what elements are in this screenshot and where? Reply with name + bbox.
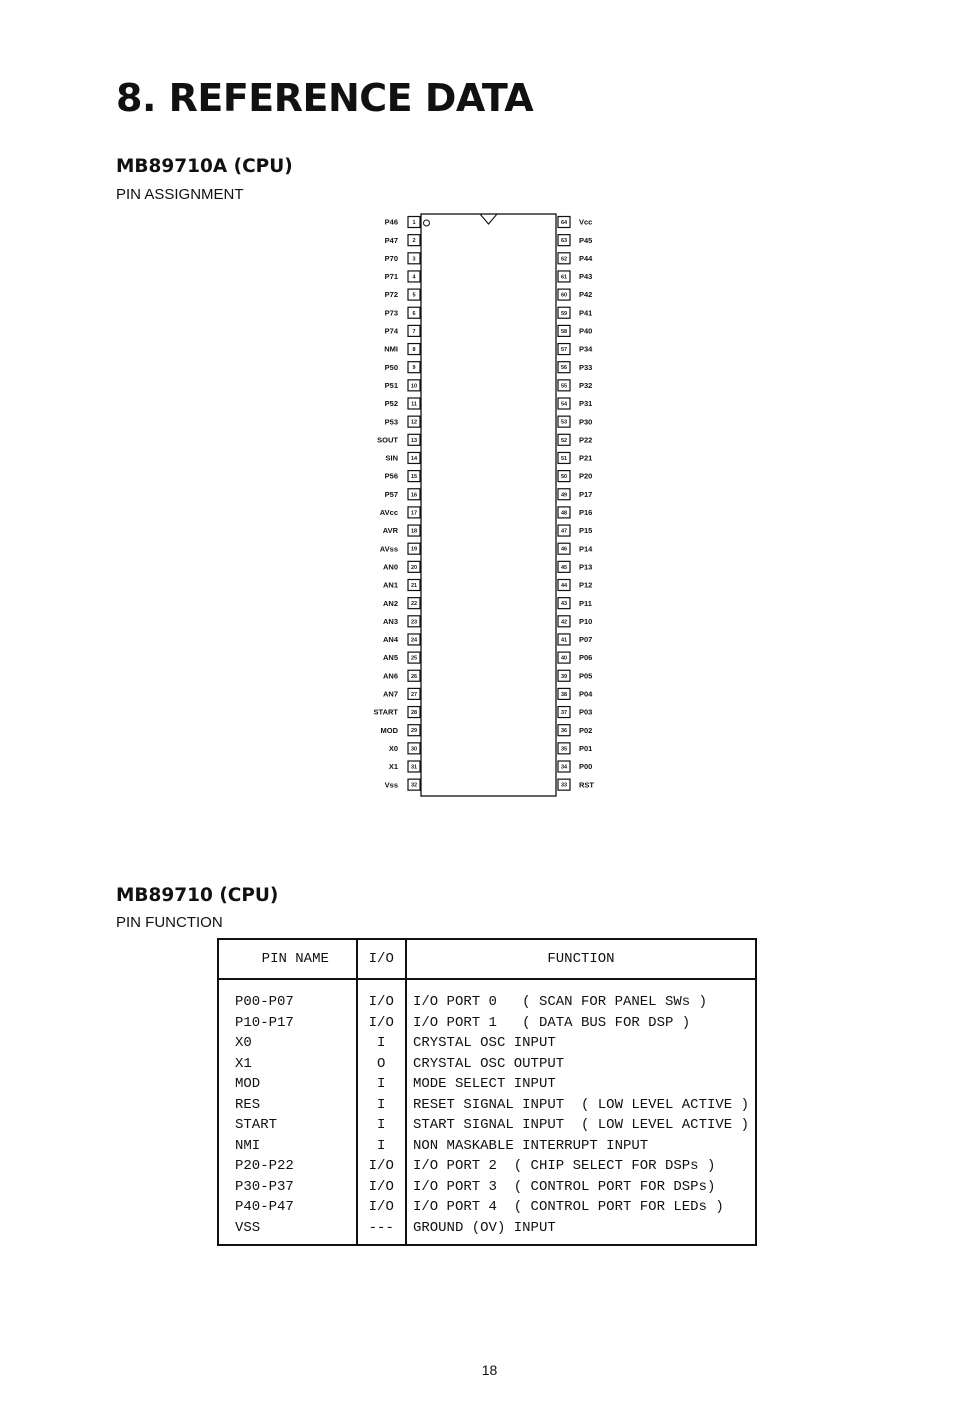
pin-number: 25 bbox=[410, 655, 418, 662]
right-pin bbox=[558, 380, 592, 391]
left-pin bbox=[385, 253, 420, 264]
left-pin bbox=[385, 325, 420, 336]
pin-label: P57 bbox=[384, 489, 398, 499]
pin-number: 33 bbox=[560, 782, 568, 789]
pin-number: 35 bbox=[560, 746, 568, 753]
pin-number: 60 bbox=[560, 292, 568, 299]
left-pin bbox=[381, 725, 421, 736]
left-pin bbox=[384, 344, 420, 355]
pin-label: P74 bbox=[384, 326, 398, 336]
right-pin bbox=[558, 344, 593, 355]
table-row bbox=[218, 1095, 756, 1116]
pin-label: P41 bbox=[579, 308, 593, 318]
pin-number: 4 bbox=[412, 274, 416, 281]
pin-number: 53 bbox=[560, 419, 568, 426]
pin-number: 52 bbox=[560, 437, 568, 444]
table-row bbox=[218, 979, 756, 1013]
cell-pin-name: VSS bbox=[218, 1218, 357, 1246]
pin-label: P01 bbox=[579, 743, 593, 753]
left-pin bbox=[385, 235, 420, 246]
left-pin bbox=[374, 707, 420, 718]
pin-label: AVcc bbox=[379, 508, 398, 517]
pin-number: 50 bbox=[560, 474, 568, 481]
pin-number: 23 bbox=[410, 619, 418, 626]
pin-label: Vcc bbox=[579, 217, 593, 227]
left-pin bbox=[377, 434, 420, 445]
pin-number: 17 bbox=[410, 510, 418, 517]
pin-label: MOD bbox=[380, 725, 398, 735]
pin-label: P05 bbox=[579, 671, 593, 681]
pin-label: AN3 bbox=[382, 616, 398, 626]
pin-label: P72 bbox=[384, 290, 398, 300]
right-pin bbox=[558, 725, 592, 736]
right-pin bbox=[558, 688, 593, 699]
left-pin bbox=[383, 561, 420, 572]
cell-pin-name: X0 bbox=[218, 1033, 357, 1054]
pin-label: P52 bbox=[384, 399, 398, 409]
pin-number: 16 bbox=[410, 492, 418, 499]
pin-number: 36 bbox=[560, 728, 568, 735]
left-pin bbox=[383, 580, 420, 591]
pin-number: 10 bbox=[410, 383, 418, 390]
pin-label: P56 bbox=[384, 471, 398, 481]
pin-label: NMI bbox=[384, 344, 398, 354]
pin-number: 59 bbox=[560, 310, 568, 317]
pin-label: P03 bbox=[579, 707, 593, 717]
cell-io: I bbox=[357, 1074, 406, 1095]
pin-number: 46 bbox=[560, 546, 568, 553]
pin-number: 31 bbox=[410, 764, 418, 771]
left-pin bbox=[385, 452, 420, 463]
right-pin bbox=[558, 289, 592, 300]
pin-number: 57 bbox=[560, 347, 568, 354]
pin-function-heading: MB89710 (CPU) bbox=[116, 885, 279, 906]
right-pin bbox=[558, 434, 592, 445]
pin-label: X0 bbox=[388, 743, 398, 753]
cell-function: CRYSTAL OSC OUTPUT bbox=[412, 1055, 565, 1072]
pin-label: P17 bbox=[579, 489, 593, 499]
cell-pin-name: P00-P07 bbox=[218, 979, 357, 1013]
pin-number: 12 bbox=[410, 419, 418, 426]
left-pin bbox=[389, 761, 420, 772]
right-pin bbox=[558, 634, 592, 645]
pin-number: 27 bbox=[410, 691, 418, 698]
right-pin bbox=[558, 779, 594, 790]
pin-number: 40 bbox=[560, 655, 568, 662]
pin-label: SOUT bbox=[377, 435, 398, 445]
table-row bbox=[218, 1033, 756, 1054]
pin-number: 11 bbox=[411, 401, 417, 408]
cell-function: I/O PORT 1 ( DATA BUS FOR DSP ) bbox=[412, 1014, 691, 1031]
right-pin bbox=[558, 761, 592, 772]
right-pin bbox=[558, 543, 593, 554]
pin-number: 47 bbox=[560, 528, 568, 535]
pin-number: 61 bbox=[560, 274, 568, 281]
cell-pin-name: X1 bbox=[218, 1054, 357, 1075]
pin-number: 32 bbox=[410, 782, 418, 789]
pin-label: P22 bbox=[579, 435, 593, 445]
cell-function: GROUND (OV) INPUT bbox=[412, 1219, 556, 1236]
left-pin bbox=[385, 271, 420, 282]
right-pin bbox=[558, 525, 592, 536]
pin-label: AN4 bbox=[382, 635, 398, 645]
pin-label: P40 bbox=[579, 326, 593, 336]
pin-number: 64 bbox=[560, 220, 568, 226]
pin-label: P50 bbox=[384, 362, 398, 372]
pin-label: P33 bbox=[579, 362, 593, 372]
table-row bbox=[218, 1177, 756, 1198]
cell-pin-name: NMI bbox=[218, 1136, 357, 1157]
pin-label: P71 bbox=[384, 272, 398, 282]
pin-label: SIN bbox=[385, 453, 398, 463]
pin-number: 9 bbox=[412, 365, 416, 372]
right-pin bbox=[558, 217, 592, 228]
pin-number: 15 bbox=[410, 474, 418, 481]
pin-number: 6 bbox=[412, 310, 416, 317]
header-io: I/O bbox=[357, 939, 406, 979]
cell-function: START SIGNAL INPUT ( LOW LEVEL ACTIVE ) bbox=[412, 1117, 749, 1133]
left-pin bbox=[383, 634, 420, 645]
right-pin bbox=[558, 489, 592, 500]
pin-number: 55 bbox=[560, 383, 568, 390]
pin-label: P20 bbox=[579, 471, 593, 481]
cell-function: MODE SELECT INPUT bbox=[412, 1076, 556, 1092]
table-row bbox=[218, 1115, 756, 1136]
pin-label: AN5 bbox=[382, 653, 398, 663]
pin-number: 3 bbox=[412, 256, 416, 263]
cell-io: I bbox=[357, 1115, 406, 1136]
cell-pin-name: MOD bbox=[218, 1074, 357, 1095]
pin-assignment-heading: MB89710A (CPU) bbox=[116, 156, 293, 177]
left-pin bbox=[383, 670, 420, 681]
right-pin bbox=[558, 471, 592, 482]
left-pin bbox=[385, 489, 420, 500]
cell-io: I/O bbox=[357, 1197, 406, 1218]
header-function: FUNCTION bbox=[406, 939, 756, 979]
pin-label: P45 bbox=[579, 235, 593, 245]
pin-label: Vss bbox=[384, 780, 398, 790]
left-pin bbox=[385, 398, 420, 409]
table-row bbox=[218, 1218, 756, 1246]
chip-pinout-diagram bbox=[370, 210, 610, 800]
pin1-marker bbox=[424, 220, 430, 226]
pin-number: 62 bbox=[560, 256, 568, 263]
pin-number: 28 bbox=[410, 710, 418, 717]
left-pin bbox=[385, 362, 420, 373]
right-pin bbox=[558, 598, 592, 609]
pin-number: 19 bbox=[410, 546, 418, 553]
pin-label: X1 bbox=[388, 762, 398, 772]
pin-number: 63 bbox=[560, 238, 568, 245]
pin-number: 37 bbox=[560, 710, 568, 717]
pin-number: 44 bbox=[560, 583, 568, 589]
table-row bbox=[218, 1074, 756, 1095]
pin-label: P04 bbox=[579, 689, 593, 699]
pin-number: 14 bbox=[410, 455, 418, 462]
left-pin bbox=[385, 217, 420, 228]
cell-io: I/O bbox=[357, 1156, 406, 1177]
pin-number: 41 bbox=[560, 637, 568, 644]
pin-number: 45 bbox=[560, 564, 568, 571]
pin-number: 18 bbox=[410, 528, 418, 535]
pin-label: P10 bbox=[579, 616, 593, 626]
pin-number: 51 bbox=[560, 455, 568, 462]
pin-label: P34 bbox=[579, 344, 593, 354]
pin-label: P73 bbox=[384, 308, 398, 318]
cell-pin-name: P20-P22 bbox=[218, 1156, 357, 1177]
right-pin bbox=[558, 580, 592, 591]
pin-number: 8 bbox=[412, 347, 416, 354]
pin-label: P70 bbox=[384, 253, 398, 263]
left-pin bbox=[383, 688, 420, 699]
pin-label: P30 bbox=[579, 417, 593, 427]
cell-function: I/O PORT 4 ( CONTROL PORT FOR LEDs ) bbox=[412, 1199, 724, 1215]
pin-label: P16 bbox=[579, 508, 593, 517]
cell-function: I/O PORT 3 ( CONTROL PORT FOR DSPs) bbox=[412, 1178, 716, 1195]
pin-label: P00 bbox=[579, 762, 593, 772]
left-pin bbox=[385, 416, 420, 427]
left-pin bbox=[380, 543, 420, 554]
left-pin bbox=[385, 307, 420, 318]
pin-label: AN7 bbox=[382, 689, 398, 699]
pin-number: 2 bbox=[412, 238, 416, 245]
header-pin-name: PIN NAME bbox=[218, 939, 357, 979]
pin-label: AN2 bbox=[382, 598, 398, 608]
pin-label: P11 bbox=[579, 598, 592, 608]
left-pin bbox=[383, 525, 420, 536]
cell-io: I bbox=[357, 1033, 406, 1054]
cell-function: NON MASKABLE INTERRUPT INPUT bbox=[412, 1137, 649, 1154]
pin-label: P15 bbox=[579, 526, 593, 536]
pin-number: 58 bbox=[560, 328, 568, 335]
pin-number: 13 bbox=[410, 437, 418, 444]
cell-function: I/O PORT 2 ( CHIP SELECT FOR DSPs ) bbox=[412, 1158, 716, 1174]
table-row bbox=[218, 1054, 756, 1075]
pin-number: 34 bbox=[560, 764, 568, 771]
pin-label: AN1 bbox=[382, 580, 398, 590]
pin-label: P53 bbox=[384, 417, 398, 427]
pin-label: P07 bbox=[579, 635, 593, 645]
pin-label: P44 bbox=[579, 253, 593, 263]
pin-number: 56 bbox=[560, 365, 568, 372]
table-row bbox=[218, 1136, 756, 1157]
right-pin bbox=[558, 416, 592, 427]
left-pin bbox=[385, 779, 420, 790]
cell-pin-name: P30-P37 bbox=[218, 1177, 357, 1198]
page-title: 8. REFERENCE DATA bbox=[116, 76, 534, 120]
cell-io: I/O bbox=[357, 1177, 406, 1198]
cell-io: I/O bbox=[357, 979, 406, 1013]
right-pin bbox=[558, 235, 592, 246]
pin-number: 39 bbox=[560, 673, 568, 680]
pin-number: 5 bbox=[412, 292, 416, 299]
right-pin bbox=[558, 652, 592, 663]
pin-number: 1 bbox=[412, 220, 416, 226]
cell-io: I bbox=[357, 1095, 406, 1116]
right-pin bbox=[558, 707, 592, 718]
pin-label: P43 bbox=[579, 272, 593, 282]
chip-body bbox=[421, 214, 556, 796]
right-pin bbox=[558, 561, 592, 572]
orientation-notch bbox=[480, 214, 497, 224]
left-pin bbox=[380, 507, 420, 518]
pin-number: 49 bbox=[560, 492, 568, 499]
table-row bbox=[218, 1156, 756, 1177]
right-pin bbox=[558, 362, 592, 373]
pin-assignment-subheading: PIN ASSIGNMENT bbox=[116, 186, 244, 203]
pin-number: 7 bbox=[412, 328, 416, 335]
pin-number: 48 bbox=[560, 510, 568, 517]
cell-function: CRYSTAL OSC INPUT bbox=[412, 1035, 556, 1051]
pin-number: 30 bbox=[410, 746, 418, 753]
page-number: 18 bbox=[481, 1362, 498, 1378]
left-pin bbox=[385, 471, 420, 482]
right-pin bbox=[558, 670, 592, 681]
cell-io: I/O bbox=[357, 1013, 406, 1034]
cell-pin-name: START bbox=[218, 1115, 357, 1136]
table-header-row bbox=[218, 939, 756, 979]
table-row bbox=[218, 1197, 756, 1218]
pin-number: 43 bbox=[560, 601, 568, 608]
right-pin bbox=[558, 452, 592, 463]
right-pin bbox=[558, 325, 592, 336]
pin-number: 26 bbox=[410, 673, 418, 680]
cell-io: --- bbox=[357, 1218, 406, 1246]
pin-label: P32 bbox=[579, 380, 593, 390]
left-pin bbox=[383, 598, 420, 609]
pin-label: START bbox=[373, 707, 398, 717]
pin-label: P46 bbox=[384, 217, 398, 227]
pin-number: 20 bbox=[410, 564, 418, 571]
right-pin bbox=[558, 307, 592, 318]
pin-function-table bbox=[217, 938, 757, 1246]
right-pin bbox=[558, 271, 592, 282]
pin-label: AVss bbox=[379, 544, 398, 554]
pin-label: P02 bbox=[579, 725, 593, 735]
pin-number: 24 bbox=[410, 637, 418, 644]
cell-pin-name: RES bbox=[218, 1095, 357, 1116]
pin-label: P47 bbox=[384, 235, 398, 245]
right-pin bbox=[558, 743, 592, 754]
pin-label: AVR bbox=[382, 526, 398, 536]
left-pin bbox=[389, 743, 420, 754]
cell-pin-name: P10-P17 bbox=[218, 1013, 357, 1034]
left-pin bbox=[383, 652, 420, 663]
pin-number: 38 bbox=[560, 691, 568, 698]
right-pin bbox=[558, 507, 592, 518]
cell-function: I/O PORT 0 ( SCAN FOR PANEL SWs ) bbox=[412, 994, 707, 1010]
pin-number: 42 bbox=[560, 619, 568, 626]
pin-number: 29 bbox=[410, 728, 418, 735]
right-pin bbox=[558, 253, 593, 264]
pin-number: 54 bbox=[560, 401, 568, 408]
right-pin bbox=[558, 616, 592, 627]
cell-io: O bbox=[357, 1054, 406, 1075]
cell-pin-name: P40-P47 bbox=[218, 1197, 357, 1218]
table-row bbox=[218, 1013, 756, 1034]
left-pin bbox=[385, 289, 420, 300]
pin-label: P31 bbox=[579, 399, 593, 409]
pin-function-subheading: PIN FUNCTION bbox=[116, 914, 223, 931]
pin-label: P21 bbox=[579, 453, 593, 463]
pin-label: RST bbox=[579, 780, 594, 790]
pin-number: 21 bbox=[410, 583, 418, 589]
pin-label: P12 bbox=[579, 580, 593, 590]
pin-label: AN0 bbox=[382, 562, 398, 572]
pin-label: P42 bbox=[579, 290, 593, 300]
cell-function: RESET SIGNAL INPUT ( LOW LEVEL ACTIVE ) bbox=[412, 1096, 749, 1113]
pin-label: P06 bbox=[579, 653, 593, 663]
right-pin bbox=[558, 398, 592, 409]
pin-number: 22 bbox=[410, 601, 418, 608]
cell-io: I bbox=[357, 1136, 406, 1157]
pin-label: AN6 bbox=[382, 671, 398, 681]
pin-label: P13 bbox=[579, 562, 593, 572]
left-pin bbox=[383, 616, 420, 627]
left-pin bbox=[385, 380, 420, 391]
pin-label: P14 bbox=[579, 544, 593, 554]
pin-label: P51 bbox=[384, 380, 398, 390]
